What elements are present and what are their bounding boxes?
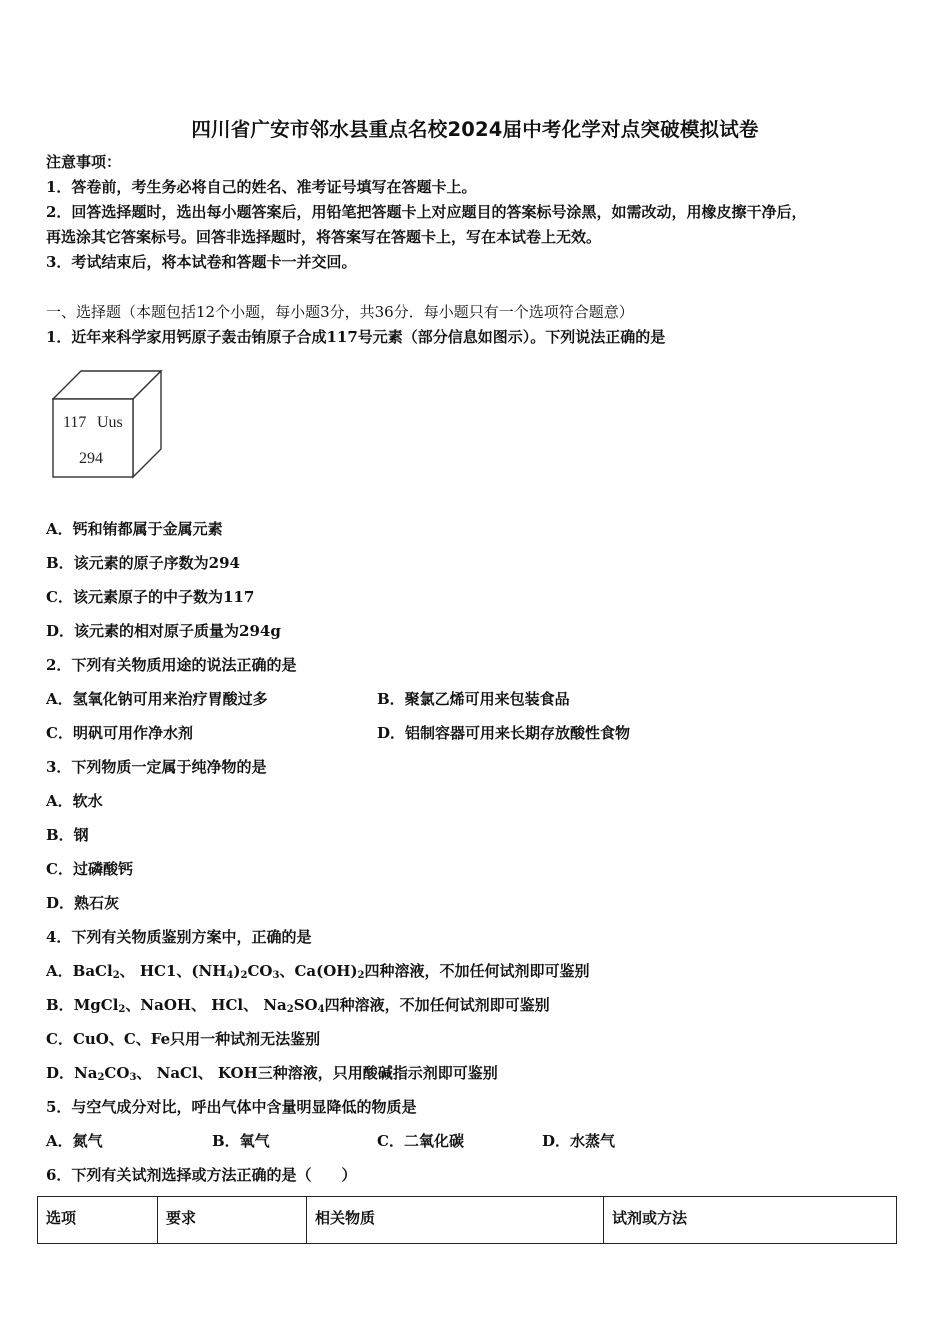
- atomic-number: 117: [63, 414, 87, 431]
- q3-option: C．过磷酸钙: [46, 860, 133, 878]
- q2-option: B．聚氯乙烯可用来包装食品: [377, 690, 570, 708]
- q6-table: [37, 1196, 897, 1244]
- q5-option: B．氧气: [212, 1132, 270, 1150]
- q1-option: B．该元素的原子序数为294: [46, 554, 240, 572]
- q2-option: A．氢氧化钠可用来治疗胃酸过多: [46, 690, 268, 708]
- element-symbol: Uus: [97, 414, 123, 431]
- q4-option-c: C．CuO、C、Fe只用一种试剂无法鉴别: [46, 1030, 321, 1048]
- exam-title: 四川省广安市邻水县重点名校2024届中考化学对点突破模拟试卷: [191, 118, 759, 141]
- q1-option: C．该元素原子的中子数为117: [46, 588, 255, 606]
- q1-stem: 1．近年来科学家用钙原子轰击铕原子合成117号元素（部分信息如图示）。下列说法正确的是: [46, 328, 666, 346]
- q4-option-d: D．$Na_2CO_3$、 NaCl、 KOH三种溶液，只用酸碱指示剂即可鉴别: [46, 1064, 498, 1083]
- table-header-cell: 相关物质: [307, 1197, 604, 1244]
- table-header-cell: 试剂或方法: [604, 1197, 897, 1244]
- notice-item: 3．考试结束后，将本试卷和答题卡一并交回。: [46, 253, 357, 271]
- notice-item: 再选涂其它答案标号。回答非选择题时，将答案写在答题卡上，写在本试卷上无效。: [46, 228, 602, 246]
- table-header-row: [38, 1197, 897, 1244]
- q6-stem: 6．下列有关试剂选择或方法正确的是（ ）: [46, 1166, 357, 1184]
- q5-option: D．水蒸气: [542, 1132, 616, 1150]
- table-header-cell: 选项: [38, 1197, 158, 1244]
- table-header-cell: 要求: [158, 1197, 307, 1244]
- q5-option: A．氮气: [46, 1132, 103, 1150]
- q4-stem: 4．下列有关物质鉴别方案中，正确的是: [46, 928, 312, 946]
- q2-option: C．明矾可用作净水剂: [46, 724, 193, 742]
- q2-stem: 2．下列有关物质用途的说法正确的是: [46, 656, 297, 674]
- atomic-mass: 294: [79, 450, 103, 467]
- q3-option: D．熟石灰: [46, 894, 120, 912]
- q3-option: A．软水: [46, 792, 103, 810]
- q1-option: A．钙和铕都属于金属元素: [46, 520, 223, 538]
- q4-option-b: B．MgCl$_2$、NaOH、 HCl、 $Na_2SO_4$四种溶液，不加任何试剂即可鉴别: [46, 996, 550, 1015]
- q2-option: D．铝制容器可用来长期存放酸性食物: [377, 724, 631, 742]
- notice-heading: 注意事项：: [46, 153, 122, 171]
- q4-option-a: A．BaCl$_2$、 HC1、$(NH_4)_2CO_3$、$Ca(OH)_2$四种溶液，不加任何试剂即可鉴别: [46, 962, 590, 981]
- q3-stem: 3．下列物质一定属于纯净物的是: [46, 758, 267, 776]
- element-cell-figure: [52, 370, 164, 480]
- q3-option: B．钢: [46, 826, 89, 844]
- q5-option: C．二氧化碳: [377, 1132, 464, 1150]
- notice-item: 1．答卷前，考生务必将自己的姓名、准考证号填写在答题卡上。: [46, 178, 477, 196]
- notice-item: 2．回答选择题时，选出每小题答案后，用铅笔把答题卡上对应题目的答案标号涂黑，如需改动，用橡皮擦干净后，: [46, 203, 807, 221]
- section-heading: 一、选择题（本题包括12个小题，每小题3分，共36分．每小题只有一个选项符合题意）: [46, 303, 634, 321]
- q5-stem: 5．与空气成分对比，呼出气体中含量明显降低的物质是: [46, 1098, 417, 1116]
- q1-option: D．该元素的相对原子质量为294g: [46, 622, 281, 640]
